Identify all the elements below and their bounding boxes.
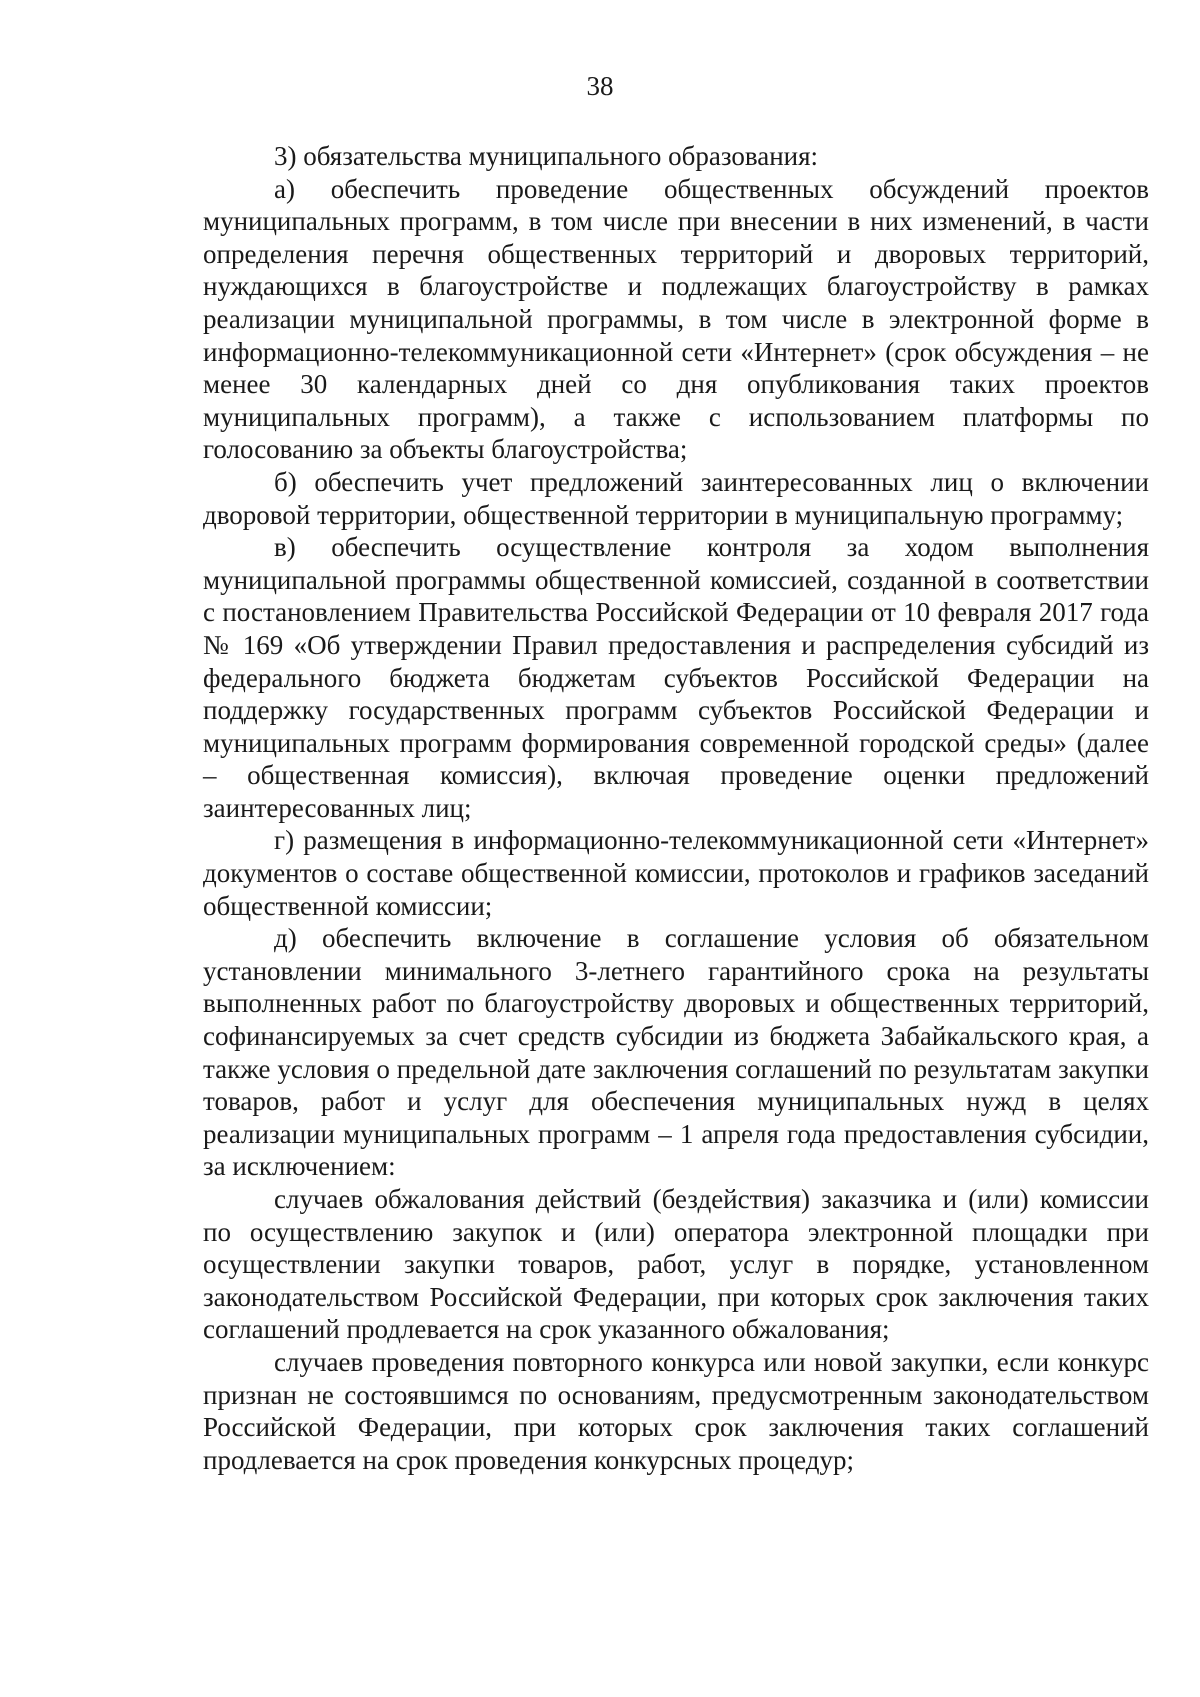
paragraph-item-g: г) размещения в информационно-телекоммуникационной сети «Интернет» документов о составе общественной комиссии, протоколов и графиков заседаний общественной комиссии; (203, 825, 1149, 921)
document-body (203, 140, 1149, 1476)
paragraph-exception-appeal: случаев обжалования действий (бездействия) заказчика и (или) комиссии по осуществлению закупок и (или) оператора электронной площадки при осуществлении закупки товаров, работ, услуг в порядке, установленном законодательством Российской Федерации, при которых срок заключения таких соглашений продлевается на срок указанного обжалования; (203, 1184, 1149, 1345)
paragraph-exception-retender: случаев проведения повторного конкурса или новой закупки, если конкурс признан не состоявшимся по основаниям, предусмотренным законодательством Российской Федерации, при которых срок заключения таких соглашений продлевается на срок проведения конкурсных процедур; (203, 1346, 1149, 1475)
paragraph-item-d: д) обеспечить включение в соглашение условия об обязательном установлении минимального 3-летнего гарантийного срока на результаты выполненных работ по благоустройству дворовых и общественных территорий, софинансируемых за счет средств субсидии из бюджета Забайкальского края, а также условия о предельной дате заключения соглашений по результатам закупки товаров, работ и услуг для обеспечения муниципальных нужд в целях реализации муниципальных программ – 1 апреля года предоставления субсидии, за исключением: (203, 923, 1149, 1182)
paragraph-item-a: а) обеспечить проведение общественных обсуждений проектов муниципальных программ, в том числе при внесении в них изменений, в части определения перечня общественных территорий и дворовых территорий, нуждающихся в благоустройстве и подлежащих благоустройству в рамках реализации муниципальной программы, в том числе в электронной форме в информационно-телекоммуникационной сети «Интернет» (срок обсуждения – не менее 30 календарных дней со дня опубликования таких проектов муниципальных программ), а также с использованием платформы по голосованию за объекты благоустройства; (203, 173, 1149, 465)
paragraph-item-v: в) обеспечить осуществление контроля за ходом выполнения муниципальной программы общественной комиссией, созданной в соответствии с постановлением Правительства Российской Федерации от 10 февраля 2017 года № 169 «Об утверждении Правил предоставления и распределения субсидий из федерального бюджета бюджетам субъектов Российской Федерации на поддержку государственных программ субъектов Российской Федерации и муниципальных программ формирования современной городской среды» (далее – общественная комиссия), включая проведение оценки предложений заинтересованных лиц; (203, 532, 1149, 823)
paragraph-obligations-heading: 3) обязательства муниципального образования: (274, 141, 819, 171)
paragraph-item-b: б) обеспечить учет предложений заинтересованных лиц о включении дворовой территории, общественной территории в муниципальную программу; (203, 466, 1149, 530)
page-number: 38 (586, 71, 614, 101)
